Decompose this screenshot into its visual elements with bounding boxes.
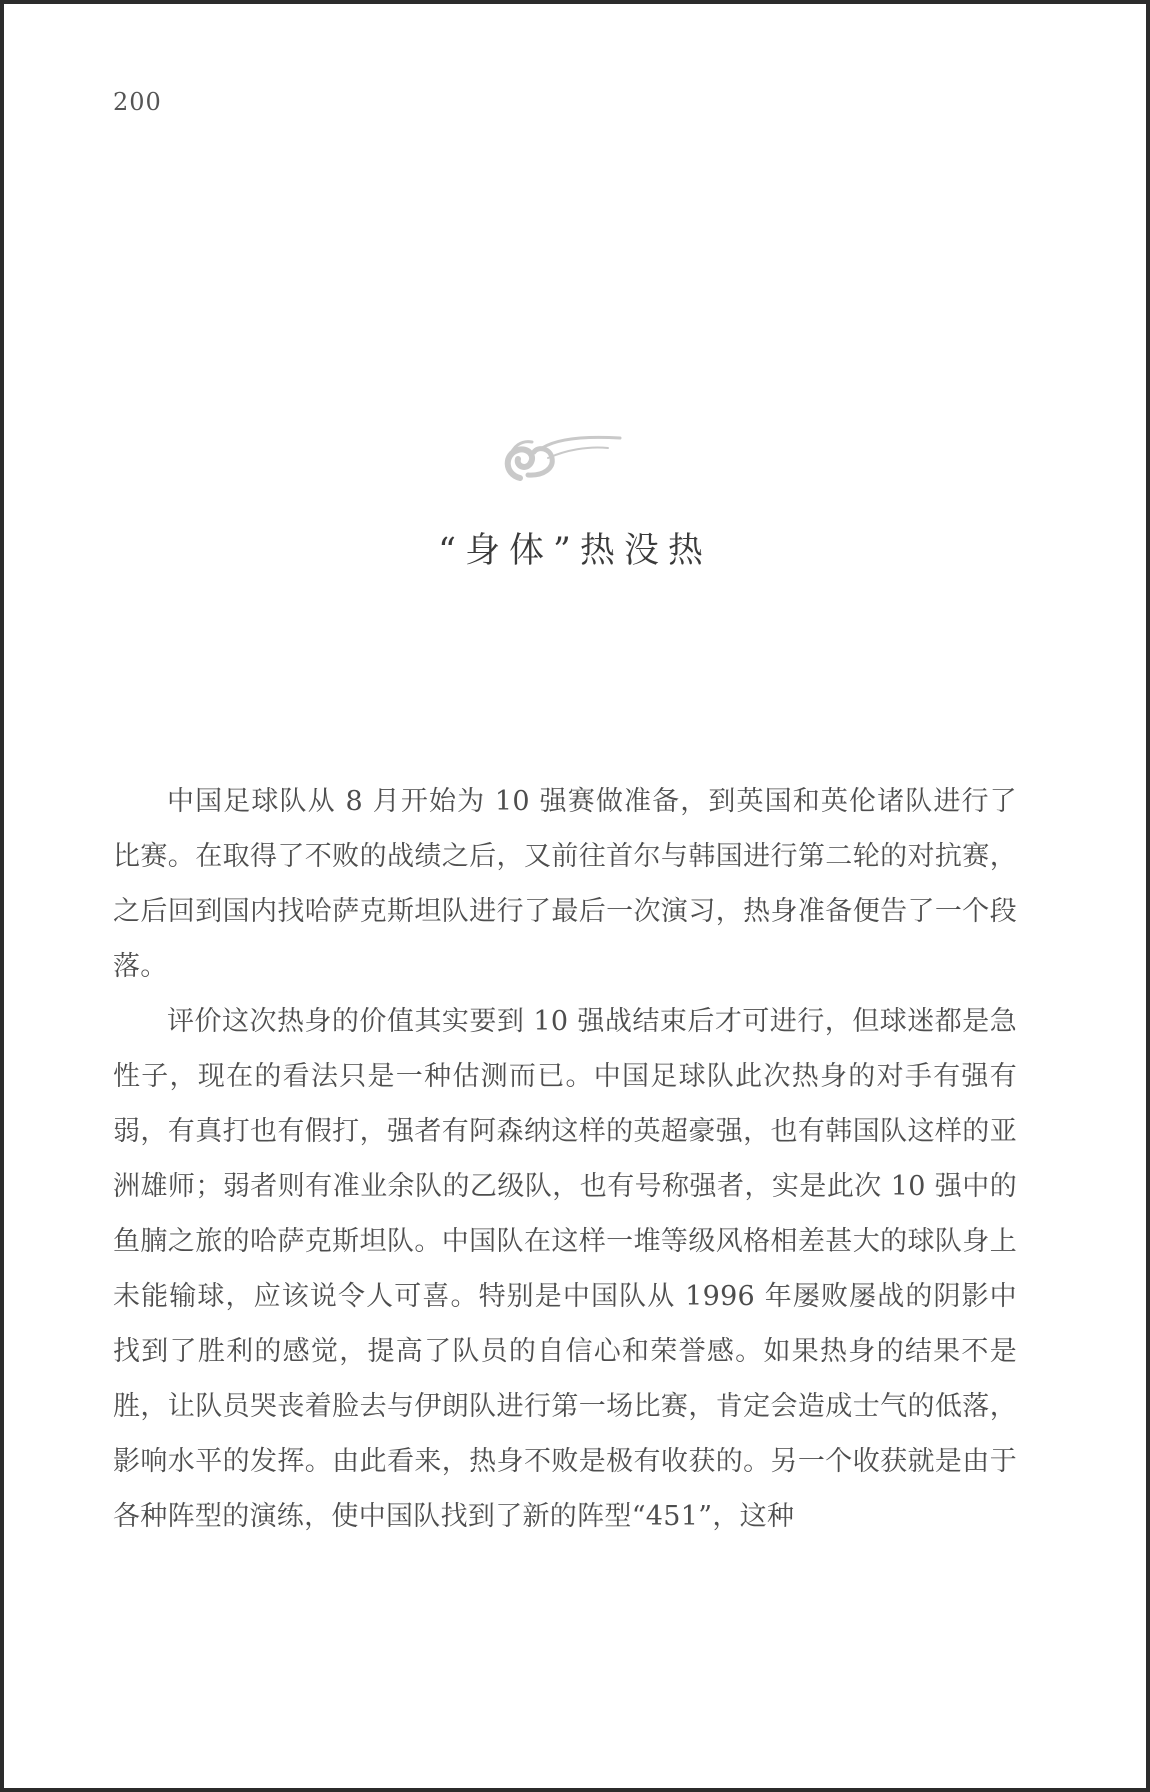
paragraph: 中国足球队从 8 月开始为 10 强赛做准备，到英国和英伦诸队进行了比赛。在取得了不败的战绩之后，又前往首尔与韩国进行第二轮的对抗赛，之后回到国内找哈萨克斯坦队进行了最后一次演习，热身准备便告了一个段落。 (113, 786, 1017, 982)
page-number: 200 (113, 88, 162, 116)
cloud-ornament-icon (498, 428, 626, 486)
body-text (113, 774, 1017, 1544)
chapter-title: “身体”热没热 (438, 531, 712, 571)
paragraph: 评价这次热身的价值其实要到 10 强战结束后才可进行，但球迷都是急性子，现在的看法只是一种估测而已。中国足球队此次热身的对手有强有弱，有真打也有假打，强者有阿森纳这样的英超豪强，也有韩国队这样的亚洲雄师；弱者则有准业余队的乙级队，也有号称强者，实是此次 10 强中的鱼腩之旅的哈萨克斯坦队。中国队在这样一堆等级风格相差甚大的球队身上未能输球，应该说令人可喜。特别是中国队从 1996 年屡败屡战的阴影中找到了胜利的感觉，提高了队员的自信心和荣誉感。如果热身的结果不是胜，让队员哭丧着脸去与伊朗队进行第一场比赛，肯定会造成士气的低落，影响水平的发挥。由此看来，热身不败是极有收获的。另一个收获就是由于各种阵型的演练，使中国队找到了新的阵型“451”，这种 (113, 1006, 1017, 1532)
